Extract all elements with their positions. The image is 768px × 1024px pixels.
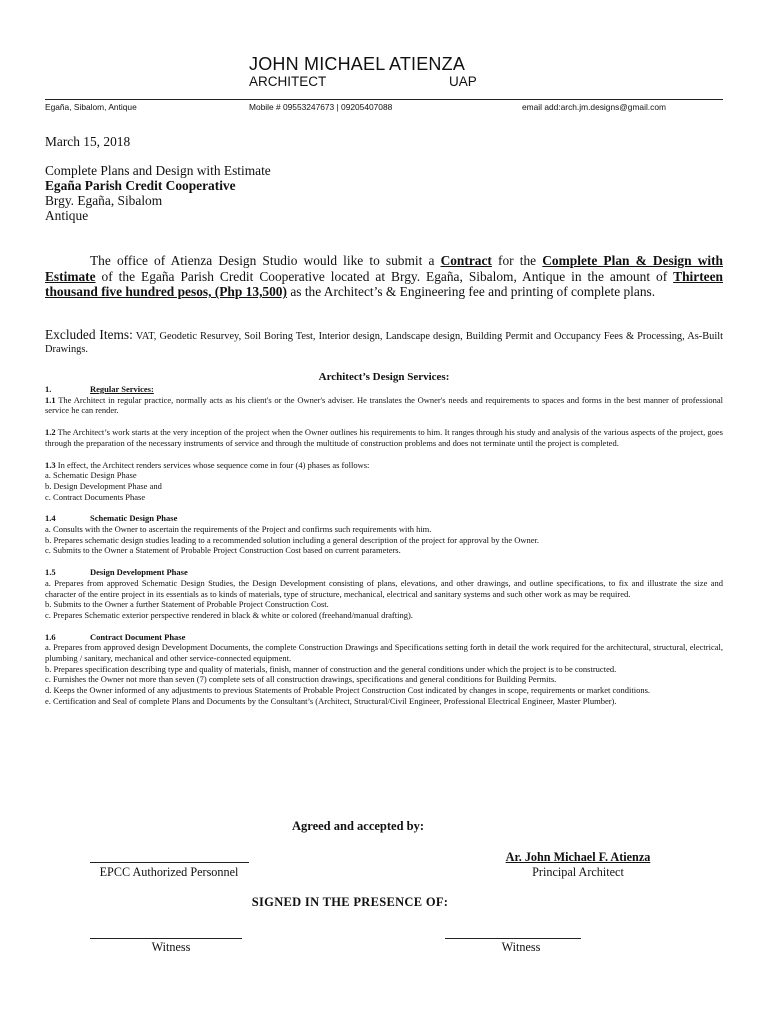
letterhead-affiliation: UAP [449,74,477,89]
body-scope: Complete Plan & Design with Estimate [45,253,723,284]
list-item: d. Keeps the Owner informed of any adjustments to previous Statements of Probable Project Construction Cost indicated by changes in scope, requirements or market conditions. [45,685,651,696]
list-item: b. Design Development Phase and [45,480,162,491]
list-item: b. Submits to the Owner a further Statement of Probable Project Construction Cost. [45,599,329,610]
section-number: 1.6 [45,631,56,642]
list-item: a. Consults with the Owner to ascertain the requirements of the Project and confirms such requirements with him. [45,524,432,535]
agreed-heading [0,819,768,834]
letterhead-rule [45,99,723,100]
body-amount: Thirteen thousand five hundred pesos, (Php 13,500) [45,268,723,300]
list-item: b. Prepares schematic design studies leading to a recommended solution including a general description of the project for approval by the Owner. [45,534,540,545]
body-text-2: for the [491,253,543,268]
presence-heading: SIGNED IN THE PRESENCE OF: [251,895,449,909]
list-item: a. Prepares from approved Schematic Design Studies, the Design Development consisting of plans, elevations, and other drawings, and outline specifications, to fix and illustrate the size and character of the entire project in its essentials as to kinds of materials, type of structure, mechanical, electrical and sanitary systems and such other work as may be required. [45,577,723,599]
item-number: 1.2 [45,427,56,438]
witness-label-2: Witness [501,940,541,954]
letterhead-mobile: Mobile # 09553247673 | 09205407088 [249,102,393,112]
signature-label-epcc: EPCC Authorized Personnel [99,865,239,879]
signature-architect-name: Ar. John Michael F. Atienza [505,850,651,864]
section-number: 1.4 [45,513,56,524]
recipient-name: Egaña Parish Credit Cooperative [45,178,236,193]
item-text: In effect, the Architect renders services whose sequence come in four (4) phases as follows: [55,459,370,470]
section-heading [45,513,723,524]
section-number: 1. [45,384,52,394]
witness-line-1 [90,938,242,939]
excluded-items [45,329,723,356]
list-item: c. Prepares Schematic exterior perspective rendered in black & white or colored (freehand/manual drafting). [45,609,413,620]
section-heading [45,384,723,395]
list-item: c. Submits to the Owner a Statement of Probable Project Construction Cost based on current parameters. [45,545,401,556]
body-text-1: The office of Atienza Design Studio would like to submit a [90,253,441,268]
letterhead-email: email add:arch.jm.designs@gmail.com [522,102,666,112]
signature-architect-role: Principal Architect [532,865,624,879]
recipient-address-line1: Brgy. Egaña, Sibalom [45,193,163,208]
item-number: 1.1 [45,394,56,405]
section-title: Design Development Phase [90,567,188,578]
list-item: b. Prepares specification describing type and quality of materials, finish, manner of construction and the general conditions under which the project is to be constructed. [45,663,617,674]
service-item [45,460,723,471]
section-heading [45,632,723,643]
list-item: a. Prepares from approved design Development Documents, the complete Construction Drawings and Specifications setting forth in detail the work required for the architectural, structural, electrical, plumbing / sanitary, mechanical and other service-connected equipment. [45,642,723,664]
body-text-3: of the Egaña Parish Credit Cooperative located at Brgy. Egaña, Sibalom, Antique in the amount of [95,268,674,284]
letter-date: March 15, 2018 [45,134,131,149]
list-item: e. Certification and Seal of complete Plans and Documents by the Consultant’s (Architect, Structural/Civil Engineer, Professional Electrical Engineer, Master Plumber). [45,695,617,706]
section-title: Schematic Design Phase [90,513,178,524]
services-list [45,384,723,707]
item-number: 1.3 [45,459,56,470]
signature-line-epcc [90,862,249,863]
section-heading [45,567,723,578]
section-title: Regular Services: [90,384,154,394]
body-paragraph [45,253,723,300]
letterhead-title: ARCHITECT [249,74,327,89]
body-contract: Contract [440,253,492,268]
item-text: The Architect in regular practice, normally acts as his client's or the Owner's adviser. He translates the Owner's needs and requirements to spaces and forms in the best manner of professional service he can render. [45,394,723,416]
service-item [45,427,723,448]
section-number: 1.5 [45,567,56,578]
recipient-address-line2: Antique [45,208,89,223]
item-text: The Architect’s work starts at the very inception of the project when the Owner outlines his requirements to him. It ranges through his study and analysis of the various aspects of the project, goes through the preparation of the necessary instruments of service and through the multitude of construction problems and does not terminate until the project is completed. [45,427,723,448]
body-text-4: as the Architect’s & Engineering fee and printing of complete plans. [286,284,656,300]
excluded-text: VAT, Geodetic Resurvey, Soil Boring Test, Interior design, Landscape design, Building Permit and Occupancy Fees & Processing, As-Built Drawings. [45,331,723,355]
agreed-text: Agreed and accepted by: [291,819,425,833]
list-item: c. Furnishes the Owner not more than seven (7) complete sets of all construction drawings, specifications and general conditions for Building Permits. [45,674,557,685]
list-item: c. Contract Documents Phase [45,491,146,502]
witness-label-1: Witness [151,940,191,954]
excluded-label: Excluded Items: [45,327,133,342]
letterhead-address: Egaña, Sibalom, Antique [45,102,137,112]
service-item [45,395,723,416]
witness-line-2 [445,938,581,939]
letterhead-name: JOHN MICHAEL ATIENZA [249,54,466,74]
list-item: a. Schematic Design Phase [45,470,137,481]
section-title: Contract Document Phase [90,631,186,642]
services-title: Architect’s Design Services: [318,371,450,383]
letter-subject: Complete Plans and Design with Estimate [45,163,271,178]
